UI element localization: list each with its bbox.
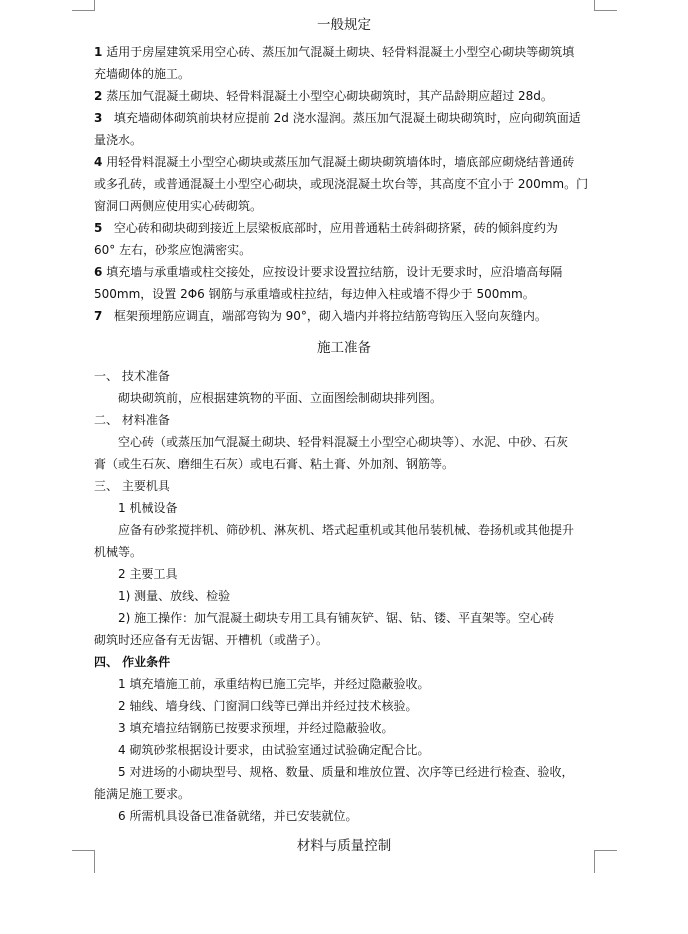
prep-tech-text: 砌块砌筑前，应根据建筑物的平面、立面图绘制砌块排列图。	[118, 391, 443, 405]
item-text: 框架预埋筋应调直，端部弯钩为 90°，砌入墙内并将拉结筋弯钩压入竖向灰缝内。	[113, 309, 547, 323]
prep-heading-tech: 一、 技术准备	[94, 369, 170, 383]
section-title-materials-quality: 材料与质量控制	[296, 838, 392, 854]
condition-item-1: 1 填充墙施工前，承重结构已施工完毕，并经过隐蔽验收。	[118, 677, 430, 691]
corner-crop-mark-bottom-left	[72, 850, 95, 873]
corner-crop-mark-bottom-right	[594, 850, 617, 873]
item-text: 适用于房屋建筑采用空心砖、蒸压加气混凝土砌块、轻骨料混凝土小型空心砌块等砌筑填	[106, 45, 575, 59]
prep-sub-machinery: 1 机械设备	[118, 501, 178, 515]
prep-machinery-text-cont: 机械等。	[94, 545, 143, 559]
prep-materials-text-cont: 膏（或生石灰、磨细生石灰）或电石膏、粘土膏、外加剂、钢筋等。	[94, 457, 455, 471]
condition-item-3: 3 填充墙拉结钢筋已按要求预埋，并经过隐蔽验收。	[118, 721, 394, 735]
prep-sub-tools: 2 主要工具	[118, 567, 178, 581]
prep-tools-item-2: 2) 施工操作：加气混凝土砌块专用工具有铺灰铲、锯、钻、镂、平直架等。空心砖	[118, 611, 555, 625]
condition-item-6: 6 所需机具设备已准备就绪，并已安装就位。	[118, 809, 358, 823]
item-number: 4	[94, 155, 103, 169]
item-text-cont: 60° 左右，砂浆应饱满密实。	[94, 243, 252, 257]
condition-item-5-cont: 能满足施工要求。	[94, 787, 191, 801]
item-text: 填充墙与承重墙或柱交接处，应按设计要求设置拉结筋，设计无要求时，应沿墙高每隔	[106, 265, 563, 279]
section-title-general: 一般规定	[317, 17, 371, 33]
condition-item-4: 4 砌筑砂浆根据设计要求，由试验室通过试验确定配合比。	[118, 743, 430, 757]
item-number: 1	[94, 45, 103, 59]
item-number: 6	[94, 265, 103, 279]
item-number: 3	[94, 111, 103, 125]
condition-item-2: 2 轴线、墙身线、门窗洞口线等已弹出并经过技术核验。	[118, 699, 418, 713]
item-text-cont: 或多孔砖，或普通混凝土小型空心砌块，或现浇混凝土坎台等，其高度不宜小于 200mm。门	[94, 177, 589, 191]
item-text: 蒸压加气混凝土砌块、轻骨料混凝土小型空心砌块砌筑时，其产品龄期应超过 28d。	[106, 89, 553, 103]
item-text: 用轻骨料混凝土小型空心砌块或蒸压加气混凝土砌块砌筑墙体时，墙底部应砌烧结普通砖	[106, 155, 575, 169]
prep-heading-conditions: 四、 作业条件	[94, 655, 171, 669]
condition-item-5: 5 对进场的小砌块型号、规格、数量、质量和堆放位置、次序等已经进行检查、验收，	[118, 765, 574, 779]
prep-tools-item-2-cont: 砌筑时还应备有无齿锯、开槽机（或凿子）。	[94, 633, 329, 647]
item-text-cont: 量浇水。	[94, 133, 143, 147]
prep-tools-item-1: 1) 测量、放线、检验	[118, 589, 231, 603]
prep-materials-text: 空心砖（或蒸压加气混凝土砌块、轻骨料混凝土小型空心砌块等）、水泥、中砂、石灰	[118, 435, 569, 449]
prep-machinery-text: 应备有砂浆搅拌机、筛砂机、淋灰机、塔式起重机或其他吊装机械、卷扬机或其他提升	[118, 523, 575, 537]
item-text-cont: 500mm，设置 2Φ6 钢筋与承重墙或柱拉结，每边伸入柱或墙不得少于 500mm。	[94, 287, 535, 301]
prep-heading-equipment: 三、 主要机具	[94, 479, 170, 493]
item-text-cont: 充墙砌体的施工。	[94, 67, 191, 81]
prep-heading-materials: 二、 材料准备	[94, 413, 170, 427]
corner-crop-mark-top-left	[72, 0, 95, 11]
item-number: 5	[94, 221, 103, 235]
corner-crop-mark-top-right	[594, 0, 617, 11]
item-text-cont-2: 窗洞口两侧应使用实心砖砌筑。	[94, 199, 263, 213]
item-number: 2	[94, 89, 103, 103]
item-number: 7	[94, 309, 103, 323]
section-title-preparation: 施工准备	[317, 340, 371, 356]
item-text: 填充墙砌体砌筑前块材应提前 2d 浇水湿润。蒸压加气混凝土砌块砌筑时，应向砌筑面适	[113, 111, 581, 125]
item-text: 空心砖和砌块砌到接近上层梁板底部时，应用普通粘土砖斜砌挤紧，砖的倾斜度约为	[113, 221, 558, 235]
